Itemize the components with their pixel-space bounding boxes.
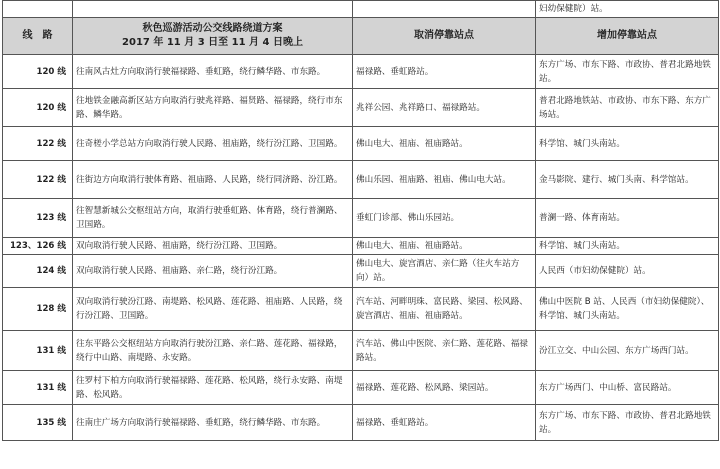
line-cell: 122 线 xyxy=(3,161,73,199)
add-stops-cell: 东方广场西门、中山桥、富民路站。 xyxy=(536,371,719,405)
plan-cell: 双向取消行驶人民路、祖庙路、亲仁路，绕行汾江路。 xyxy=(73,255,353,288)
line-cell: 122 线 xyxy=(3,127,73,161)
plan-cell: 往地铁金融高新区站方向取消行驶兆祥路、福贤路、福禄路，绕行市东路、鳞华路。 xyxy=(73,89,353,127)
cancel-stops-cell: 佛山乐园、祖庙路、祖庙、佛山电大站。 xyxy=(353,161,536,199)
cancel-stops-cell: 汽车站、河畔明珠、富民路、梁园、松风路、旋宫酒店、祖庙、祖庙路站。 xyxy=(353,288,536,331)
cancel-stops-cell: 佛山电大、旋宫酒店、亲仁路（往火车站方向）站。 xyxy=(353,255,536,288)
table-row xyxy=(3,405,719,441)
cancel-stops-cell: 兆祥公园、兆祥路口、福禄路站。 xyxy=(353,89,536,127)
cancel-stops-cell: 福禄路、莲花路、松风路、梁园站。 xyxy=(353,371,536,405)
table-row xyxy=(3,238,719,255)
plan-cell: 往罗村下柏方向取消行驶福禄路、莲花路、松风路，绕行永安路、南堤路、松风路。 xyxy=(73,371,353,405)
add-stops-cell: 人民西（市妇幼保健院）站。 xyxy=(536,255,719,288)
header-plan xyxy=(73,18,353,55)
plan-cell: 往街边方向取消行驶体育路、祖庙路、人民路，绕行同济路、汾江路。 xyxy=(73,161,353,199)
line-cell: 124 线 xyxy=(3,255,73,288)
add-stops-cell: 普澜一路、体育南站。 xyxy=(536,199,719,238)
header-cancel: 取消停靠站点 xyxy=(353,18,536,55)
plan-cell: 双向取消行驶人民路、祖庙路，绕行汾江路、卫国路。 xyxy=(73,238,353,255)
header-plan-title: 秋色巡游活动公交线路绕道方案 xyxy=(142,23,283,34)
add-stops-cell: 东方广场、市东下路、市政协、普君北路地铁站。 xyxy=(536,405,719,441)
table-row xyxy=(3,331,719,371)
header-line: 线 路 xyxy=(3,18,73,55)
add-stops-cell: 汾江立交、中山公园、东方广场西门站。 xyxy=(536,331,719,371)
top-cell-plan xyxy=(73,1,353,18)
header-add: 增加停靠站点 xyxy=(536,18,719,55)
top-cell-cancel xyxy=(353,1,536,18)
top-cell-add: 妇幼保健院）站。 xyxy=(536,1,719,18)
table-row xyxy=(3,371,719,405)
plan-cell: 往奇槎小学总站方向取消行驶人民路、祖庙路，绕行汾江路、卫国路。 xyxy=(73,127,353,161)
table-row xyxy=(3,127,719,161)
line-cell: 131 线 xyxy=(3,371,73,405)
add-stops-cell: 科学馆、城门头南站。 xyxy=(536,127,719,161)
table-row xyxy=(3,199,719,238)
table-row xyxy=(3,161,719,199)
plan-cell: 往东平路公交枢纽站方向取消行驶汾江路、亲仁路、莲花路、福禄路，绕行中山路、南堤路、永安路。 xyxy=(73,331,353,371)
table-row xyxy=(3,89,719,127)
plan-cell: 往南风古灶方向取消行驶福禄路、垂虹路，绕行鳞华路、市东路。 xyxy=(73,55,353,89)
top-continuation-row xyxy=(3,1,719,18)
cancel-stops-cell: 佛山电大、祖庙、祖庙路站。 xyxy=(353,127,536,161)
header-row xyxy=(3,18,719,55)
header-plan-date: 2017 年 11 月 3 日至 11 月 4 日晚上 xyxy=(122,37,303,48)
cancel-stops-cell: 汽车站、佛山中医院、亲仁路、莲花路、福禄路站。 xyxy=(353,331,536,371)
bus-route-detour-table xyxy=(2,0,719,441)
add-stops-cell: 金马影院、建行、城门头南、科学馆站。 xyxy=(536,161,719,199)
table-row xyxy=(3,255,719,288)
line-cell: 131 线 xyxy=(3,331,73,371)
line-cell: 120 线 xyxy=(3,55,73,89)
top-cell-line xyxy=(3,1,73,18)
cancel-stops-cell: 佛山电大、祖庙、祖庙路站。 xyxy=(353,238,536,255)
line-cell: 123 线 xyxy=(3,199,73,238)
add-stops-cell: 佛山中医院 B 站、人民西（市妇幼保健院）、科学馆、城门头南站。 xyxy=(536,288,719,331)
cancel-stops-cell: 垂虹门诊部、佛山乐园站。 xyxy=(353,199,536,238)
cancel-stops-cell: 福禄路、垂虹路站。 xyxy=(353,405,536,441)
plan-cell: 双向取消行驶汾江路、南堤路、松风路、莲花路、祖庙路、人民路，绕行汾江路、卫国路。 xyxy=(73,288,353,331)
add-stops-cell: 东方广场、市东下路、市政协、普君北路地铁站。 xyxy=(536,55,719,89)
add-stops-cell: 普君北路地铁站、市政协、市东下路、东方广场站。 xyxy=(536,89,719,127)
plan-cell: 往南庄广场方向取消行驶福禄路、垂虹路，绕行鳞华路、市东路。 xyxy=(73,405,353,441)
add-stops-cell: 科学馆、城门头南站。 xyxy=(536,238,719,255)
line-cell: 135 线 xyxy=(3,405,73,441)
table-row xyxy=(3,288,719,331)
plan-cell: 往智慧新城公交枢纽站方向，取消行驶垂虹路、体育路，绕行普澜路、卫国路。 xyxy=(73,199,353,238)
line-cell: 128 线 xyxy=(3,288,73,331)
line-cell: 123、126 线 xyxy=(3,238,73,255)
table-row xyxy=(3,55,719,89)
line-cell: 120 线 xyxy=(3,89,73,127)
cancel-stops-cell: 福禄路、垂虹路站。 xyxy=(353,55,536,89)
